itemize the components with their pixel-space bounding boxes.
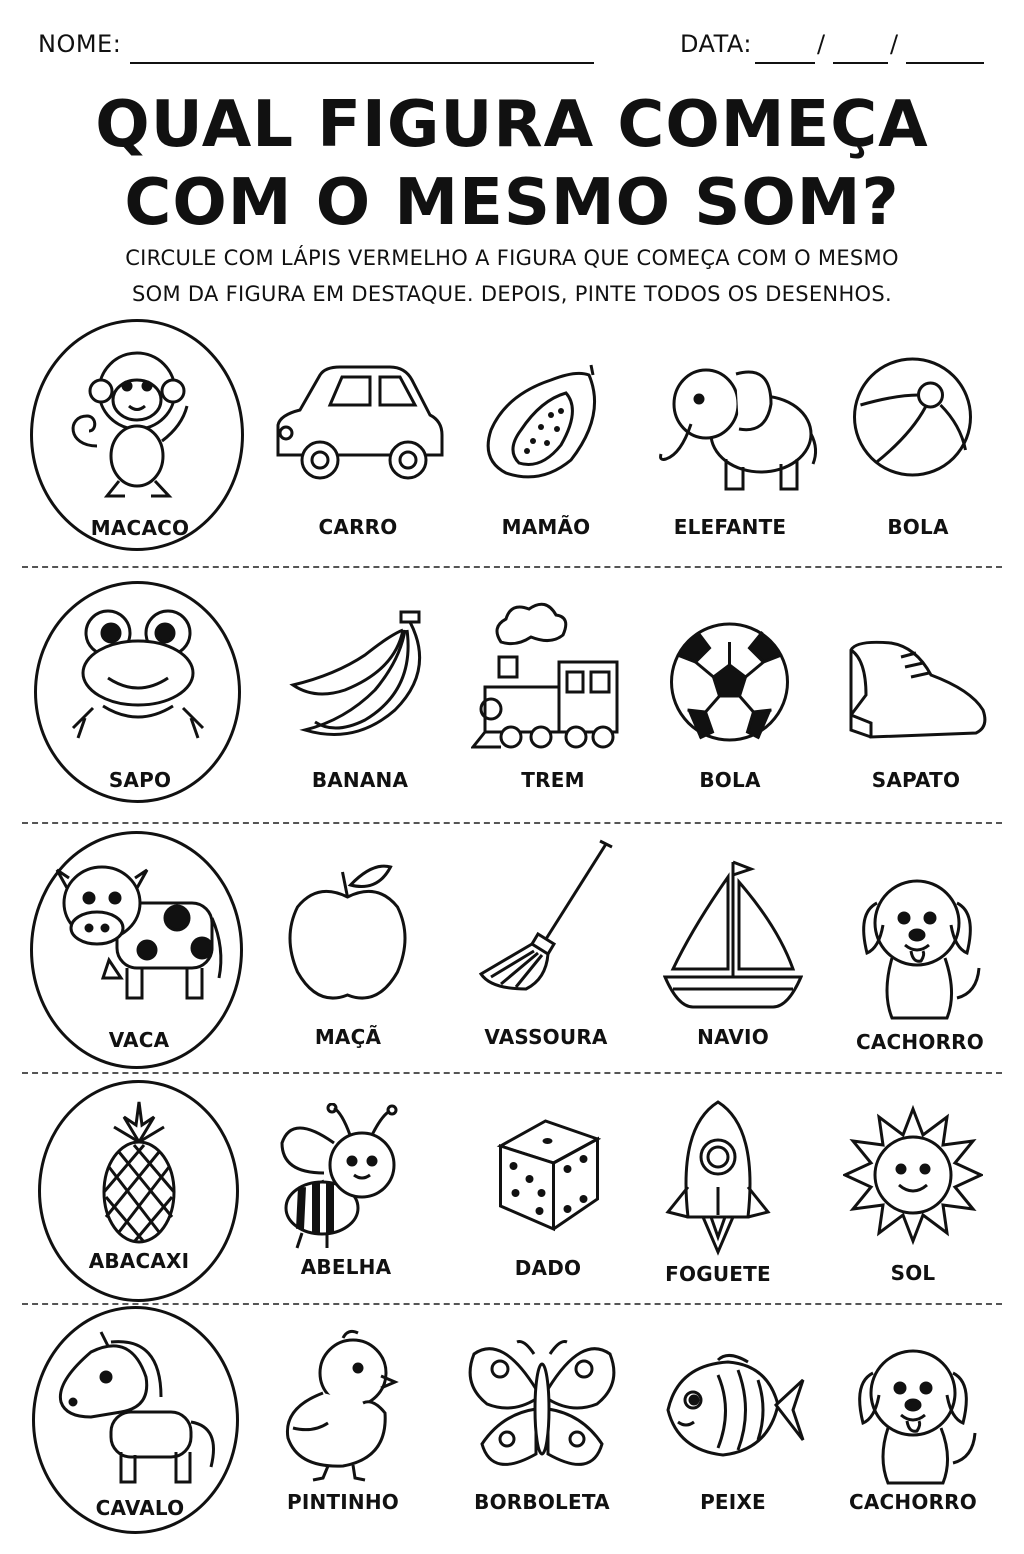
date-month-field[interactable] — [833, 62, 888, 64]
option-label: FOGUETE — [665, 1262, 771, 1286]
papaya-icon[interactable] — [481, 355, 611, 485]
exercise-row — [0, 827, 1024, 1077]
train-icon[interactable] — [471, 597, 621, 752]
option-label: MAÇÃ — [314, 1025, 382, 1049]
exercise-row — [0, 1304, 1024, 1554]
featured-circle — [38, 1080, 239, 1302]
page-title — [0, 86, 1024, 242]
rocket-icon[interactable] — [663, 1097, 773, 1257]
chick-icon[interactable] — [273, 1328, 403, 1483]
featured-label: SAPO — [108, 768, 172, 792]
row-divider — [22, 822, 1002, 824]
option-label: MAMÃO — [501, 515, 591, 539]
featured-label: MACACO — [90, 516, 190, 540]
featured-label: VACA — [108, 1028, 170, 1052]
featured-circle — [32, 1306, 239, 1534]
butterfly-icon[interactable] — [462, 1334, 622, 1484]
car-icon[interactable] — [270, 355, 446, 485]
exercise-row — [0, 1075, 1024, 1325]
option-label: PINTINHO — [286, 1490, 399, 1514]
monkey-icon — [57, 336, 217, 506]
featured-circle — [34, 581, 241, 803]
featured-circle — [30, 831, 243, 1069]
frog-icon — [63, 598, 213, 758]
option-label: BANANA — [311, 768, 409, 792]
puppy-icon[interactable] — [843, 1338, 983, 1488]
option-label: NAVIO — [697, 1025, 769, 1049]
horse-icon — [51, 1327, 221, 1492]
option-label: SAPATO — [871, 768, 961, 792]
instructions-line-1: CIRCULE COM LÁPIS VERMELHO A FIGURA QUE COMEÇA COM O MESMO — [125, 246, 899, 270]
option-label: CACHORRO — [856, 1030, 984, 1054]
exercise-row — [0, 315, 1024, 565]
date-year-field[interactable] — [906, 62, 984, 64]
elephant-icon[interactable] — [651, 349, 821, 499]
option-label: CACHORRO — [849, 1490, 977, 1514]
date-day-field[interactable] — [755, 62, 815, 64]
soccer-ball-icon[interactable] — [668, 620, 793, 745]
cow-icon — [47, 848, 227, 1013]
apple-icon[interactable] — [283, 857, 418, 1007]
option-label: TREM — [521, 768, 585, 792]
featured-label: CAVALO — [95, 1496, 185, 1520]
featured-label: ABACAXI — [88, 1249, 190, 1273]
featured-circle — [30, 319, 244, 551]
option-label: DADO — [514, 1256, 582, 1280]
row-divider — [22, 1072, 1002, 1074]
option-label: BORBOLETA — [474, 1490, 610, 1514]
date-label: DATA: — [680, 30, 752, 58]
name-label: NOME: — [38, 30, 122, 58]
instructions — [0, 240, 1024, 312]
date-separator: / — [817, 30, 826, 58]
title-line-2: COM O MESMO SOM? — [124, 166, 900, 240]
puppy-icon[interactable] — [847, 863, 987, 1023]
option-label: BOLA — [699, 768, 761, 792]
option-label: CARRO — [318, 515, 398, 539]
name-field[interactable] — [130, 62, 594, 64]
exercise-row — [0, 575, 1024, 825]
date-separator: / — [890, 30, 899, 58]
banana-icon[interactable] — [285, 610, 435, 745]
shoe-icon[interactable] — [841, 635, 991, 750]
bee-icon[interactable] — [272, 1103, 412, 1253]
dice-icon[interactable] — [486, 1111, 611, 1236]
option-label: BOLA — [887, 515, 949, 539]
sailboat-icon[interactable] — [663, 857, 803, 1012]
sun-icon[interactable] — [843, 1105, 983, 1245]
option-label: SOL — [890, 1261, 936, 1285]
fish-icon[interactable] — [658, 1350, 808, 1465]
option-label: PEIXE — [700, 1490, 766, 1514]
broom-icon[interactable] — [476, 839, 616, 999]
title-line-1: QUAL FIGURA COMEÇA — [95, 88, 929, 162]
option-label: ELEFANTE — [673, 515, 787, 539]
pineapple-icon — [94, 1097, 184, 1247]
beach-ball-icon[interactable] — [851, 355, 976, 480]
row-divider — [22, 566, 1002, 568]
option-label: VASSOURA — [484, 1025, 608, 1049]
instructions-line-2: SOM DA FIGURA EM DESTAQUE. DEPOIS, PINTE TODOS OS DESENHOS. — [132, 282, 892, 306]
option-label: ABELHA — [300, 1255, 392, 1279]
